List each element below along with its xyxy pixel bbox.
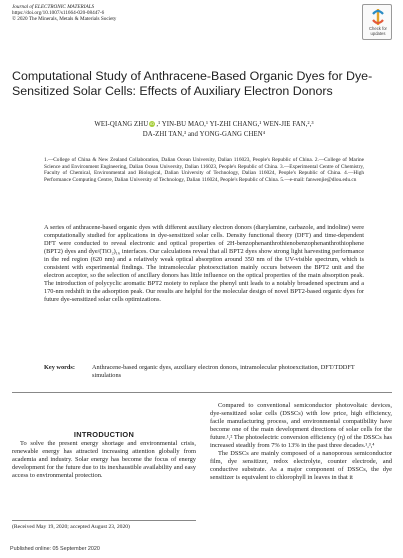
check-updates-icon xyxy=(370,8,386,26)
article-title: Computational Study of Anthracene-Based Organic Dyes for Dye-Sensitized Solar Cells: Effects of Auxiliary Electron Donors xyxy=(12,69,373,98)
right-column xyxy=(210,402,392,482)
right-paragraph-1: Compared to conventional semiconductor photovoltaic devices, dye-sensitized solar cells (DSSCs) with low price, high efficiency, facile manufacturing process, and environmental compatibility have become one of the main development directions of solar cells for the future.¹,² The photoelectric conversion efficiency (η) of the DSSCs has increased steadily from 7% to 13% in the past three decades.¹,³,⁴ xyxy=(210,402,392,450)
copyright-line: © 2020 The Minerals, Metals & Materials Society xyxy=(12,16,117,22)
intro-paragraph-1: To solve the present energy shortage and environmental crisis, renewable energy has attracted increasing attention globally from academia and industry. Solar energy has become the focus of energy development for the future due to its inexhaustible availability and easy access to environmental protection. xyxy=(12,440,196,480)
author-line-1-rest: ,¹ YIN-BU MAO,¹ YI-ZHI CHANG,¹ WEN-JIE FAN,²,³ xyxy=(156,121,314,128)
author-list xyxy=(44,120,364,140)
abstract: A series of anthracene-based organic dyes with different auxiliary electron donors (diarylamine, carbazole, and indoline) were computationally studied for applications in dye-sensitized solar cells. Density functional theory (DFT) and time-dependent DFT were conducted to reveal electronic and optical properties of 2H-benzophenanthrothienobenzophenanthrothiophene (BPT2) dyes and dye/(TiO₂)₁₆ interfaces. Our calculations reveal that all BPT2 dyes show strong light harvesting performance in the red region (620 nm) and a relatively weak optical absorption around 350 nm of the UV-visible spectrum, which is consistent with experimental findings. The intramolecular photoexcitation mainly occurs between the BPT2 unit and the electron acceptor, so the selection of ancillary donors has little influence on the optical properties of the main absorption peak. The introduction of polycyclic aromatic BPT2 moiety to replace the phenyl unit leads to a notably broadened spectrum and a 170-nm redshift in the adsorption peak. Our results are helpful for the molecular design of novel BPT2-based organic dyes for future dye-sensitized solar cells optimizations. xyxy=(44,224,364,304)
journal-name: Journal of ELECTRONIC MATERIALS xyxy=(12,4,95,10)
received-dates: (Received May 19, 2020; accepted August 23, 2020) xyxy=(12,520,196,531)
keywords xyxy=(44,364,364,380)
keywords-text: Anthracene-based organic dyes, auxiliary electron donors, intramolecular photoexcitation, DFT/TDDFT simulations xyxy=(92,364,355,379)
right-paragraph-2: The DSSCs are mainly composed of a nanoporous semiconductor film, dye sensitizer, redox electrolyte, counter electrode, and conductive substrate. As a major component of DSSCs, the dye sensitizer is equivalent to chlorophyll in leaves in that it xyxy=(210,450,392,482)
left-column xyxy=(12,402,196,480)
orcid-icon[interactable]: iD xyxy=(150,121,155,127)
badge-label: Check for updates xyxy=(369,26,387,36)
published-date: Published online: 05 September 2020 xyxy=(10,546,100,552)
doi-link[interactable]: https://doi.org/10.1007/s11664-020-08447-6 xyxy=(12,10,105,16)
first-author: WEI-QIANG ZHU xyxy=(94,121,149,128)
section-divider xyxy=(12,392,392,393)
author-line-2: DA-ZHI TAN,³ and YONG-GANG CHEN⁴ xyxy=(142,131,266,138)
keywords-label: Key words: xyxy=(44,364,75,371)
affiliations: 1.—College of China & New Zealand Collaboration, Dalian Ocean University, Dalian 116023, People's Republic of China. 2.—College of Marine Science and Environment Engineering, Dalian Ocean University, Dalian 116023, People's Republic of China. 3.—Experimental Centre of Chemistry, Faculty of Chemical, Environmental and Biological, Dalian University of Technology, Dalian 116024, People's Republic of China. 4.—High Performance Computing Centre, Dalian University of Technology, Dalian 116024, People's Republic of China. 5.—e-mail: fanwenjie@dlou.edu.cn xyxy=(44,157,364,183)
check-for-updates-badge[interactable] xyxy=(362,4,392,40)
introduction-heading: INTRODUCTION xyxy=(73,430,135,439)
